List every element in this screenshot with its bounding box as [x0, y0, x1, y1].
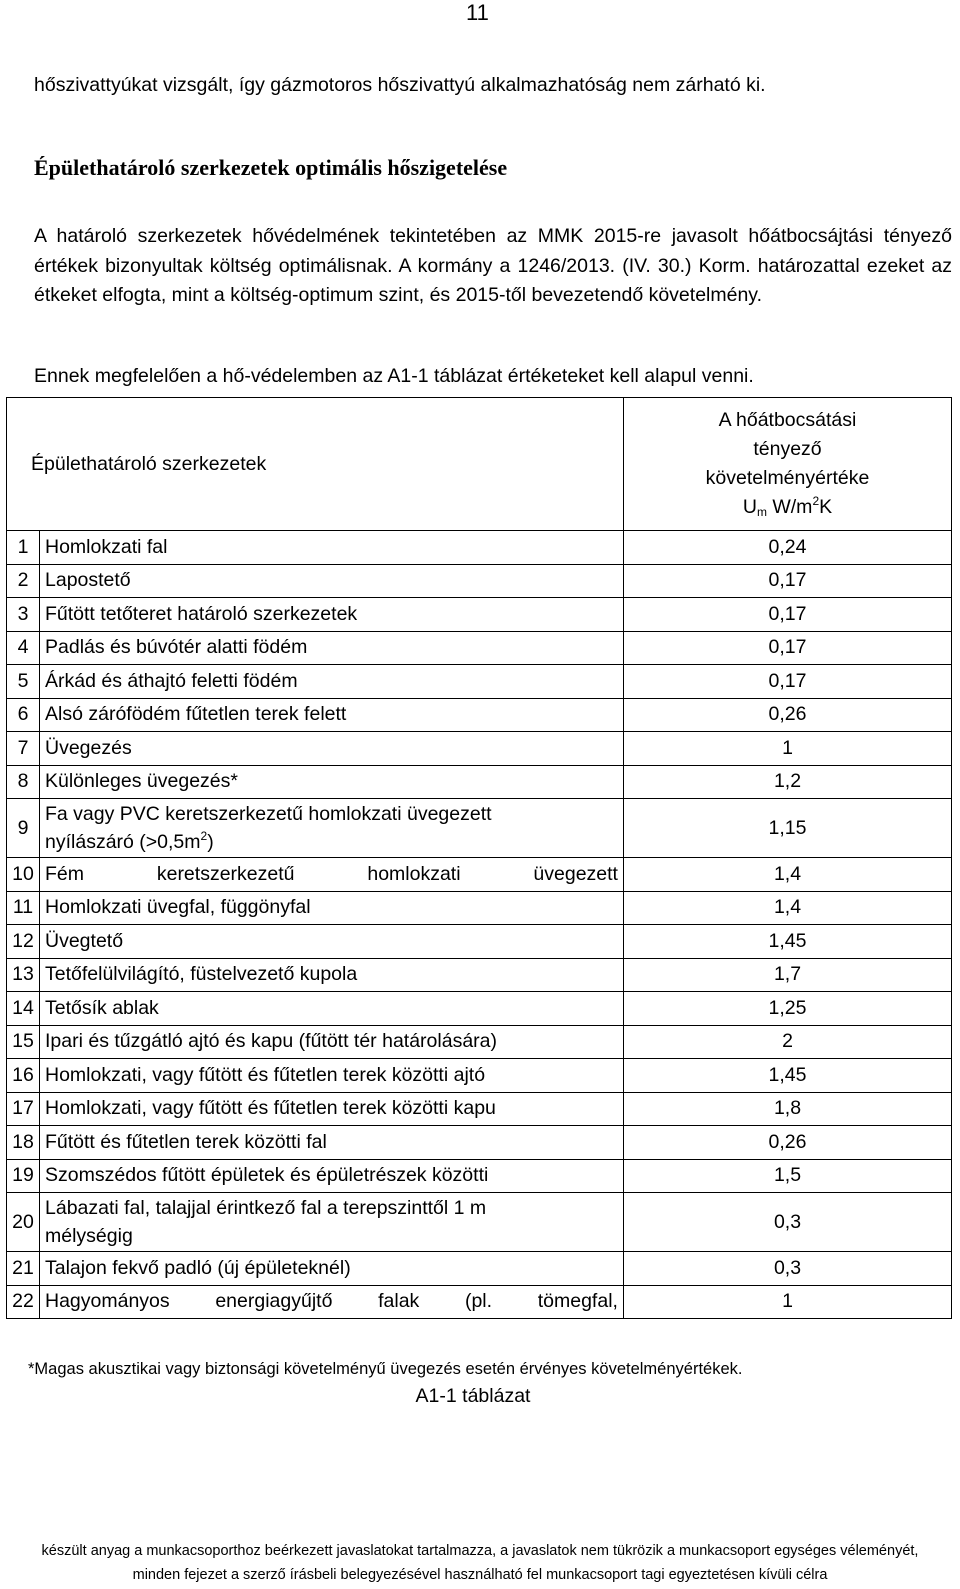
- row-name-word: energiagyűjtő: [215, 1290, 333, 1313]
- row-name: Tetősík ablak: [40, 992, 624, 1026]
- table-row: [7, 992, 952, 1026]
- header-value: [624, 398, 952, 531]
- header-value-line3: követelményértéke: [705, 467, 870, 489]
- row-value: 1,4: [624, 891, 952, 925]
- row-name: Homlokzati, vagy fűtött és fűtetlen terek közötti kapu: [40, 1092, 624, 1126]
- row-name: Lapostető: [40, 564, 624, 598]
- row-value: 1,2: [624, 765, 952, 799]
- row-name: Homlokzati fal: [40, 531, 624, 565]
- row-value: 0,17: [624, 665, 952, 699]
- table-row: [7, 698, 952, 732]
- table-row: [7, 765, 952, 799]
- table-header-row: [7, 398, 952, 531]
- table-row: [7, 891, 952, 925]
- row-number: 22: [7, 1285, 40, 1319]
- header-value-line1: A hőátbocsátási: [718, 409, 857, 431]
- table-row: [7, 1193, 952, 1252]
- row-value: 1,15: [624, 799, 952, 858]
- row-value: 0,26: [624, 1126, 952, 1160]
- row-number: 1: [7, 531, 40, 565]
- row-name: Árkád és áthajtó feletti födém: [40, 665, 624, 699]
- row-name: Fűtött és fűtetlen terek közötti fal: [40, 1126, 624, 1160]
- row-number: 21: [7, 1252, 40, 1286]
- table-row: [7, 1159, 952, 1193]
- row-name: Fűtött tetőteret határoló szerkezetek: [40, 598, 624, 632]
- row-name: Homlokzati üvegfal, függönyfal: [40, 891, 624, 925]
- row-number: 11: [7, 891, 40, 925]
- row-number: 13: [7, 958, 40, 992]
- table-footnote: *Magas akusztikai vagy biztonsági követelményű üvegezés esetén érvényes követelményértékek.: [28, 1360, 743, 1378]
- page-number: 11: [466, 0, 489, 25]
- table-row: [7, 1059, 952, 1093]
- row-number: 9: [7, 799, 40, 858]
- header-value-line2: tényező: [753, 438, 822, 460]
- table-row: [7, 958, 952, 992]
- row-value: 1: [624, 732, 952, 766]
- row-name: Különleges üvegezés*: [40, 765, 624, 799]
- paragraph-table-intro: Ennek megfelelően a hő-védelemben az A1-1 táblázat értéketeket kell alapul venni.: [34, 365, 754, 387]
- footer-line-1: készült anyag a munkacsoporthoz beérkezett javaslatokat tartalmazza, a javaslatok nem tükrözik a munkacsoport egységes véleményét,: [41, 1543, 919, 1559]
- row-number: 20: [7, 1193, 40, 1252]
- row-name-word: falak: [378, 1290, 420, 1313]
- row-value: 1,4: [624, 858, 952, 892]
- row-name-word: üvegezett: [533, 862, 618, 885]
- row-number: 14: [7, 992, 40, 1026]
- row-number: 6: [7, 698, 40, 732]
- table-row: [7, 1092, 952, 1126]
- row-value: 1,45: [624, 925, 952, 959]
- row-value: 1,5: [624, 1159, 952, 1193]
- row-value: 1,25: [624, 992, 952, 1026]
- table-row: [7, 598, 952, 632]
- row-number: 5: [7, 665, 40, 699]
- row-value: 2: [624, 1025, 952, 1059]
- row-value: 1,7: [624, 958, 952, 992]
- row-name-word: keretszerkezetű: [156, 862, 295, 885]
- row-number: 12: [7, 925, 40, 959]
- table-row: [7, 1285, 952, 1319]
- header-structure-label: Épülethatároló szerkezetek: [31, 452, 267, 475]
- row-value: 0,24: [624, 531, 952, 565]
- table-row: [7, 531, 952, 565]
- row-number: 4: [7, 631, 40, 665]
- row-name-word: Hagyományos: [45, 1290, 170, 1313]
- row-number: 2: [7, 564, 40, 598]
- row-number: 18: [7, 1126, 40, 1160]
- row-value: 0,17: [624, 631, 952, 665]
- row-number: 3: [7, 598, 40, 632]
- requirements-table: [6, 397, 952, 1319]
- table-row: [7, 925, 952, 959]
- row-number: 7: [7, 732, 40, 766]
- row-value: 1,8: [624, 1092, 952, 1126]
- table-row: [7, 665, 952, 699]
- row-name-line2: nyílászáró $(>0,5m^2)$: [45, 829, 214, 853]
- row-name: [40, 799, 624, 858]
- row-value: 0,3: [624, 1193, 952, 1252]
- row-number: 10: [7, 858, 40, 892]
- section-heading: Épülethatároló szerkezetek optimális hőszigetelése: [34, 155, 508, 180]
- table-row: [7, 732, 952, 766]
- row-name-word: homlokzati: [367, 862, 461, 885]
- row-number: 17: [7, 1092, 40, 1126]
- table-caption: A1-1 táblázat: [415, 1385, 531, 1407]
- header-structure: [7, 398, 624, 531]
- row-name: Talajon fekvő padló (új épületeknél): [40, 1252, 624, 1286]
- row-name-word: (pl.: [464, 1290, 493, 1313]
- table-row: [7, 1025, 952, 1059]
- row-name: [40, 858, 624, 892]
- table-row: [7, 1252, 952, 1286]
- row-value: 1,45: [624, 1059, 952, 1093]
- row-value: 0,17: [624, 564, 952, 598]
- paragraph-regulation: A határoló szerkezetek hővédelmének tekintetében az MMK 2015-re javasolt hőátbocsájtási tényező értékek bizonyultak költség optimálisnak. A kormány a 1246/2013. (IV. 30.) Korm. határozattal ezeket az étkeket elfogta, mint a költség-optimum szint, és 2015-től bevezetendő követelmény.: [34, 225, 952, 306]
- row-name: [40, 1193, 624, 1252]
- row-name-line1: Fa vagy PVC keretszerkezetű homlokzati üvegezett: [45, 803, 492, 825]
- row-number: 15: [7, 1025, 40, 1059]
- row-name: Üvegtető: [40, 925, 624, 959]
- row-name-line2: mélységig: [45, 1225, 133, 1247]
- row-number: 16: [7, 1059, 40, 1093]
- row-value: 0,3: [624, 1252, 952, 1286]
- table-row: [7, 564, 952, 598]
- row-name-word: Fém: [45, 862, 84, 885]
- row-number: 8: [7, 765, 40, 799]
- table-row: [7, 799, 952, 858]
- header-value-unit: $U_m$ $W/m^2K$: [742, 494, 833, 519]
- row-name: Tetőfelülvilágító, füstelvezető kupola: [40, 958, 624, 992]
- row-name: Padlás és búvótér alatti födém: [40, 631, 624, 665]
- row-name: Üvegezés: [40, 732, 624, 766]
- row-name: [40, 1285, 624, 1319]
- row-name-line1: Lábazati fal, talajjal érintkező fal a terepszinttől 1 m: [45, 1197, 487, 1219]
- row-name: Ipari és tűzgátló ajtó és kapu (fűtött tér határolására): [40, 1025, 624, 1059]
- row-name: Alsó zárófödém fűtetlen terek felett: [40, 698, 624, 732]
- row-name: Szomszédos fűtött épületek és épületrészek közötti: [40, 1159, 624, 1193]
- row-name-word: tömegfal,: [537, 1290, 618, 1313]
- table-row: [7, 858, 952, 892]
- table-row: [7, 631, 952, 665]
- table-row: [7, 1126, 952, 1160]
- row-value: 0,17: [624, 598, 952, 632]
- row-value: 1: [624, 1285, 952, 1319]
- row-value: 0,26: [624, 698, 952, 732]
- footer-line-2: minden fejezet a szerző írásbeli belegyezésével használható fel munkacsoport tagi egyeztetésen kívüli célra: [132, 1567, 828, 1583]
- intro-paragraph: hőszivattyúkat vizsgált, így gázmotoros hőszivattyú alkalmazhatóság nem zárható ki.: [34, 74, 766, 96]
- row-name: Homlokzati, vagy fűtött és fűtetlen terek közötti ajtó: [40, 1059, 624, 1093]
- row-number: 19: [7, 1159, 40, 1193]
